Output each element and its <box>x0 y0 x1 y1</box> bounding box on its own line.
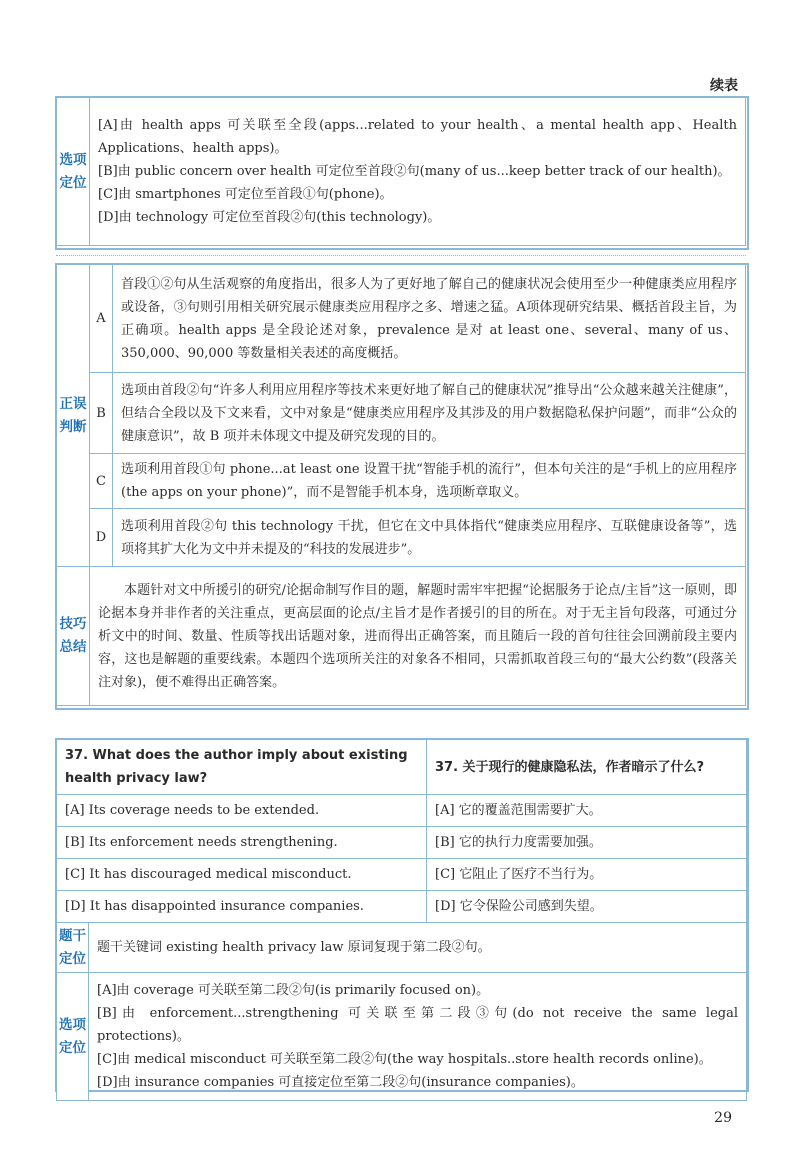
question-en: 37. What does the author imply about existing health privacy law? <box>57 740 427 795</box>
side-label-locate: 选项 定位 <box>57 98 90 246</box>
locate-line: [A]由 health apps 可关联至全段(apps...related to your health、a mental health app、Health Applications、health apps)。 <box>98 118 737 156</box>
side-label-option-locate: 选项 定位 <box>57 973 89 1101</box>
question-zh: 37. 关于现行的健康隐私法，作者暗示了什么? <box>427 740 747 795</box>
page-number: 29 <box>714 1110 732 1126</box>
side-label-judge: 正误 判断 <box>57 265 90 567</box>
locate-line: [B]由 public concern over health 可定位至首段②句(many of us...keep better track of our health)。 <box>98 164 731 179</box>
option-locate-content <box>89 973 747 1101</box>
option-locate-table <box>56 97 746 246</box>
locate-line: [A]由 coverage 可关联至第二段②句(is primarily focused on)。 <box>97 983 490 998</box>
option-letter: C <box>90 454 113 509</box>
option-zh: [D] 它令保险公司感到失望。 <box>427 891 747 923</box>
locate-content <box>90 98 746 246</box>
side-label-stem: 题干 定位 <box>57 923 89 973</box>
question-table <box>56 739 747 1101</box>
locate-line: [D]由 insurance companies 可直接定位至第二段②句(insurance companies)。 <box>97 1075 584 1090</box>
option-letter: B <box>90 373 113 454</box>
option-zh: [C] 它阻止了医疗不当行为。 <box>427 859 747 891</box>
option-analysis: 首段①②句从生活观察的角度指出，很多人为了更好地了解自己的健康状况会使用至少一种健康类应用程序或设备，③句则引用相关研究展示健康类应用程序之多、增速之猛。A项体现研究结果、概括首段主旨，为正确项。health apps 是全段论述对象，prevalence 是对 at least one、several、many of us、350,000、90,000 等数量相关表述的高度概括。 <box>113 265 746 373</box>
option-letter: D <box>90 509 113 567</box>
judgement-table <box>56 264 746 706</box>
option-en: [B] Its enforcement needs strengthening. <box>57 827 427 859</box>
locate-line: [C]由 smartphones 可定位至首段①句(phone)。 <box>98 187 393 202</box>
side-label-tips: 技巧 总结 <box>57 567 90 706</box>
locate-line: [D]由 technology 可定位至首段②句(this technology)。 <box>98 210 441 225</box>
option-letter: A <box>90 265 113 373</box>
tips-summary: 本题针对文中所援引的研究/论据命制写作目的题，解题时需牢牢把握“论据服务于论点/主旨”这一原则，即论据本身并非作者的关注重点，更高层面的论点/主旨才是作者援引的目的所在。对于无主旨句段落，可通过分析文中的时间、数量、性质等找出话题对象，进而得出正确答案，而且随后一段的首句往往会回溯前段主要内容，这也是解题的重要线索。本题四个选项所关注的对象各不相同，只需抓取首段三句的“最大公约数”(段落关注对象)，便不难得出正确答案。 <box>90 567 746 706</box>
option-analysis: 选项利用首段②句 this technology 干扰，但它在文中具体指代“健康类应用程序、互联健康设备等”，选项将其扩大化为文中并未提及的“科技的发展进步”。 <box>113 509 746 567</box>
option-zh: [B] 它的执行力度需要加强。 <box>427 827 747 859</box>
option-analysis: 选项利用首段①句 phone...at least one 设置干扰“智能手机的流行”，但本句关注的是“手机上的应用程序(the apps on your phone)”，而不是智能手机本身，选项断章取义。 <box>113 454 746 509</box>
option-en: [D] It has disappointed insurance companies. <box>57 891 427 923</box>
option-analysis: 选项由首段②句“许多人利用应用程序等技术来更好地了解自己的健康状况”推导出“公众越来越关注健康”，但结合全段以及下文来看，文中对象是“健康类应用程序及其涉及的用户数据隐私保护问题”，而非“公众的健康意识”，故 B 项并未体现文中提及研究发现的目的。 <box>113 373 746 454</box>
locate-line: [C]由 medical misconduct 可关联至第二段②句(the way hospitals..store health records online)。 <box>97 1052 712 1067</box>
continued-label: 续表 <box>710 78 738 94</box>
stem-locate: 题干关键词 existing health privacy law 原词复现于第二段②句。 <box>89 923 747 973</box>
option-en: [A] Its coverage needs to be extended. <box>57 795 427 827</box>
option-en: [C] It has discouraged medical misconduct. <box>57 859 427 891</box>
locate-line: [B]由 enforcement...strengthening 可关联至第二段③句(do not receive the same legal protections)。 <box>97 1006 738 1044</box>
option-zh: [A] 它的覆盖范围需要扩大。 <box>427 795 747 827</box>
dotted-divider <box>56 255 746 256</box>
